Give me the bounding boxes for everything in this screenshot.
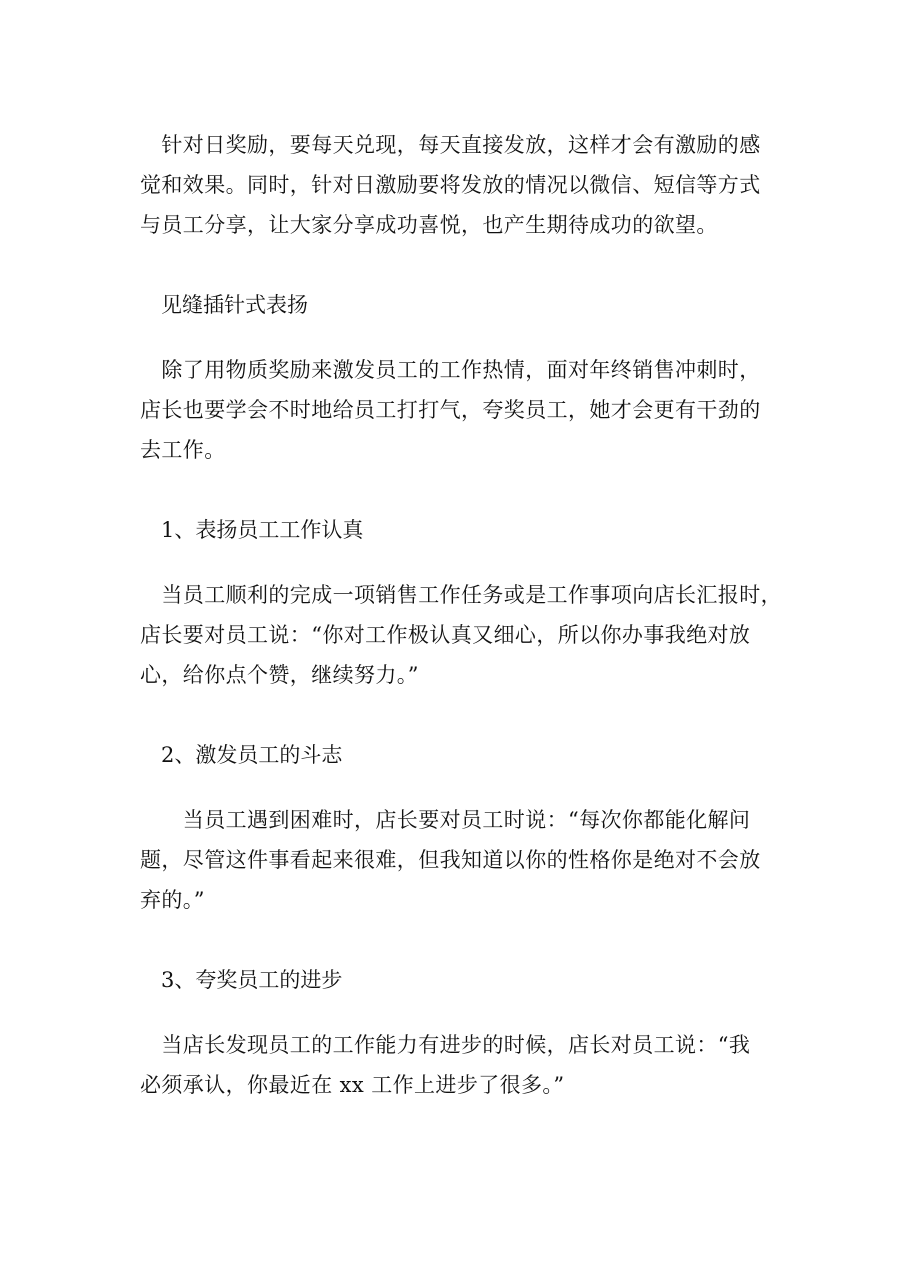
paragraph-line: 必须承认，你最近在 xx 工作上进步了很多。” [140, 1073, 565, 1097]
paragraph-encourage [140, 350, 780, 470]
heading-item-3: 3、夸奖员工的进步 [140, 968, 343, 992]
paragraph-line: 心，给你点个赞，继续努力。” [140, 663, 419, 687]
paragraph-item-2 [140, 800, 780, 920]
paragraph-line: 店长也要学会不时地给员工打打气，夸奖员工，她才会更有干劲的 [140, 398, 761, 422]
paragraph-item-1 [140, 575, 780, 695]
paragraph-daily-reward [140, 125, 780, 245]
paragraph-line: 除了用物质奖励来激发员工的工作热情，面对年终销售冲刺时， [140, 358, 761, 382]
paragraph-line: 当员工顺利的完成一项销售工作任务或是工作事项向店长汇报时， [140, 583, 782, 607]
paragraph-line: 弃的。” [140, 888, 205, 912]
paragraph-line: 当员工遇到困难时，店长要对员工时说：“每次你都能化解问 [140, 808, 751, 832]
paragraph-line: 店长要对员工说：“你对工作极认真又细心，所以你办事我绝对放 [140, 623, 751, 647]
paragraph-line: 题，尽管这件事看起来很难，但我知道以你的性格你是绝对不会放 [140, 848, 761, 872]
paragraph-line: 与员工分享，让大家分享成功喜悦，也产生期待成功的欲望。 [140, 213, 718, 237]
paragraph-line: 针对日奖励，要每天兑现，每天直接发放，这样才会有激励的感 [140, 133, 761, 157]
paragraph-line: 去工作。 [140, 438, 226, 462]
heading-praise: 见缝插针式表扬 [140, 293, 308, 317]
paragraph-line: 觉和效果。同时，针对日激励要将发放的情况以微信、短信等方式 [140, 173, 761, 197]
paragraph-line: 当店长发现员工的工作能力有进步的时候，店长对员工说：“我 [140, 1033, 751, 1057]
heading-item-2: 2、激发员工的斗志 [140, 743, 343, 767]
paragraph-item-3 [140, 1025, 780, 1105]
heading-item-1: 1、表扬员工工作认真 [140, 518, 364, 542]
